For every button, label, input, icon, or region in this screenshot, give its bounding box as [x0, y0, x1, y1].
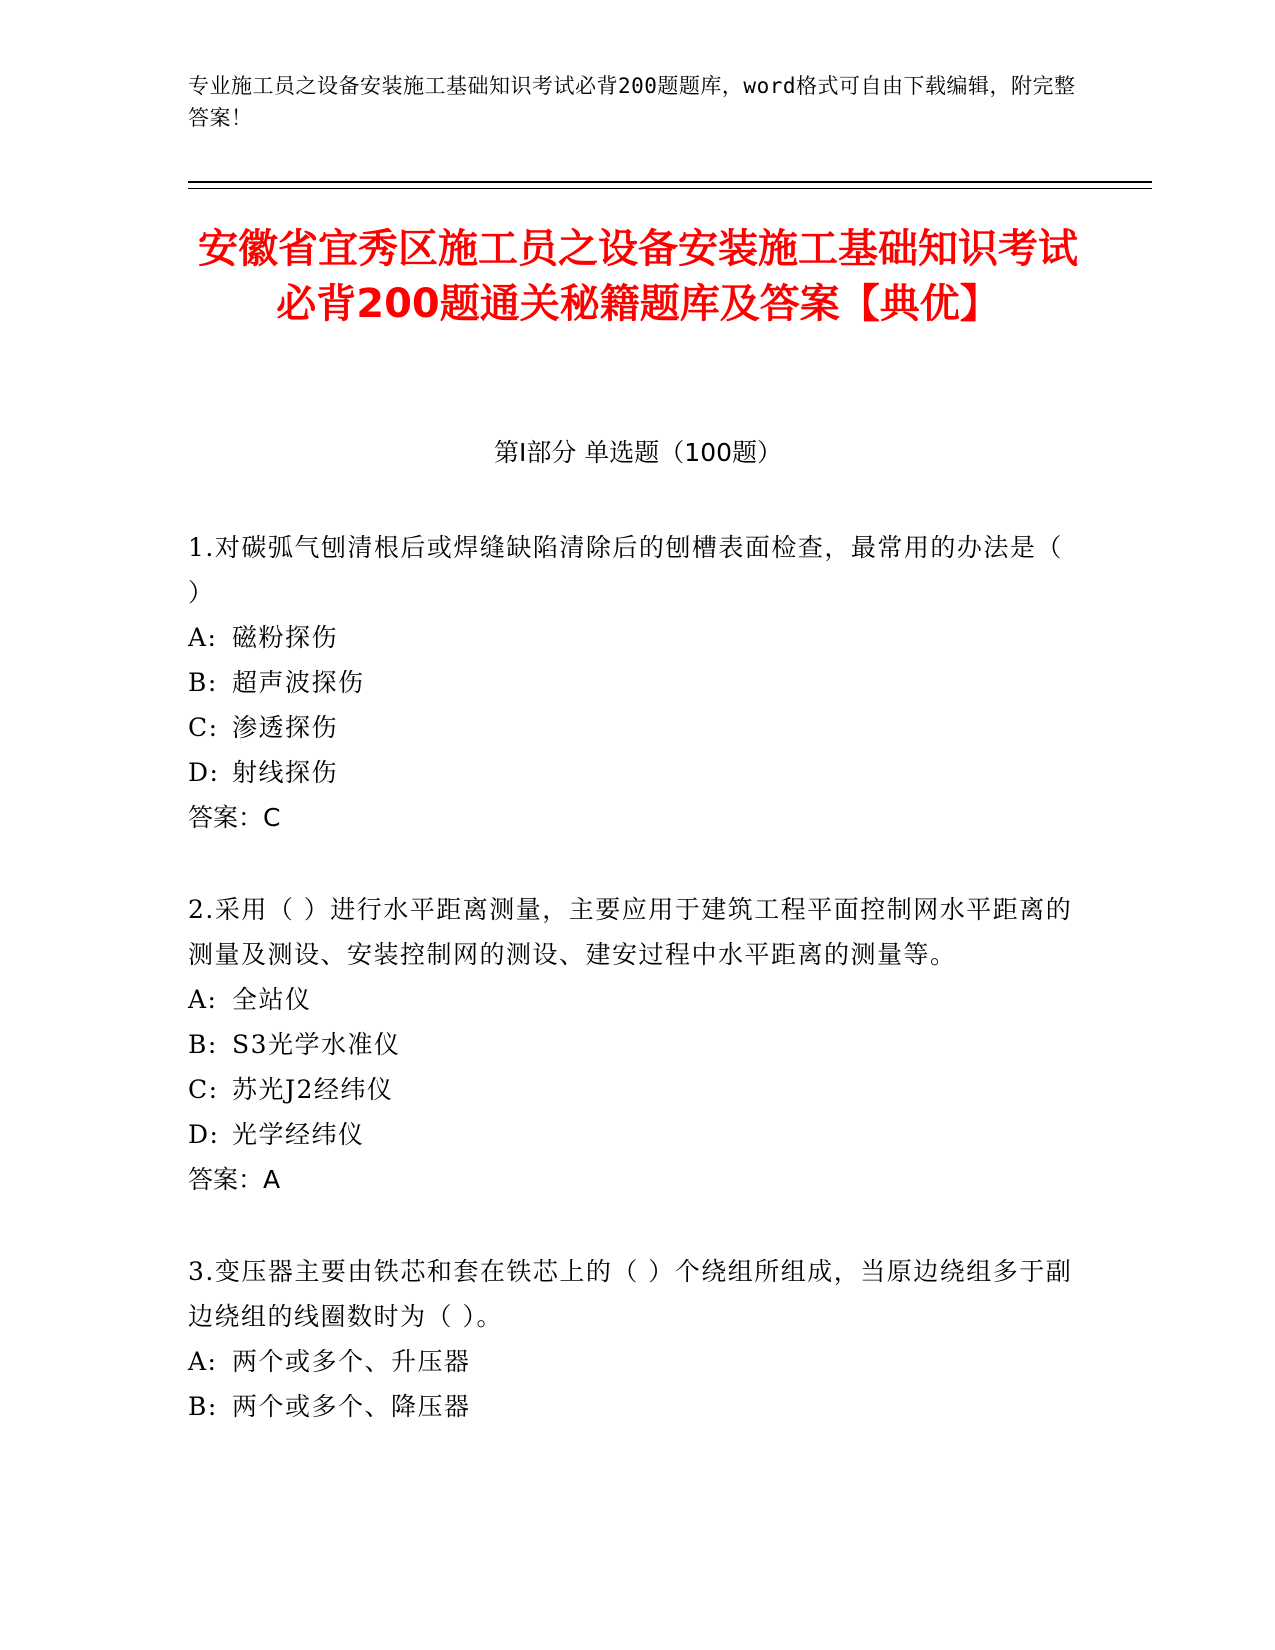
question-stem: 1.对碳弧气刨清根后或焊缝缺陷清除后的刨槽表面检查，最常用的办法是（ ） — [188, 533, 1063, 607]
header-rule-thin — [188, 188, 1152, 189]
option-text: S3光学水准仪 — [232, 1030, 401, 1059]
question-stem: 3.变压器主要由铁芯和套在铁芯上的（ ）个绕组所组成，当原边绕组多于副边绕组的线圈数时为（ ）。 — [188, 1257, 1073, 1331]
option-text: 两个或多个、升压器 — [232, 1347, 471, 1376]
question-stem: 2.采用（ ）进行水平距离测量，主要应用于建筑工程平面控制网水平距离的测量及测设、安装控制网的测设、建安过程中水平距离的测量等。 — [188, 895, 1073, 969]
option-text: 渗透探伤 — [232, 713, 339, 742]
question-2 — [188, 887, 1078, 1202]
option-c — [188, 1067, 1078, 1112]
option-a — [188, 977, 1078, 1022]
option-text: 射线探伤 — [232, 758, 339, 787]
option-a — [188, 1339, 1078, 1384]
header-rule-thick — [188, 181, 1152, 183]
option-key: B: — [188, 1392, 218, 1421]
option-d — [188, 750, 1078, 795]
option-key: A: — [188, 1347, 218, 1376]
option-key: A: — [188, 623, 218, 652]
question-list — [188, 525, 1078, 1476]
option-text: 两个或多个、降压器 — [232, 1392, 471, 1421]
option-b — [188, 660, 1078, 705]
document-title: 安徽省宜秀区施工员之设备安装施工基础知识考试必背200题通关秘籍题库及答案【典优】 — [198, 226, 1078, 327]
option-b — [188, 1384, 1078, 1429]
option-key: B: — [188, 1030, 218, 1059]
answer-line: 答案：C — [188, 803, 281, 832]
header-note: 专业施工员之设备安装施工基础知识考试必背200题题库，word格式可自由下载编辑，附完整答案！ — [188, 74, 1076, 130]
option-key: C: — [188, 1075, 219, 1104]
option-c — [188, 705, 1078, 750]
question-1 — [188, 525, 1078, 840]
option-text: 光学经纬仪 — [232, 1120, 365, 1149]
answer-line: 答案：A — [188, 1165, 281, 1194]
option-text: 全站仪 — [232, 985, 312, 1014]
option-text: 超声波探伤 — [232, 668, 365, 697]
question-3 — [188, 1249, 1078, 1429]
option-key: A: — [188, 985, 218, 1014]
option-key: D: — [188, 758, 220, 787]
section-title: 第Ⅰ部分 单选题（100题） — [493, 438, 783, 467]
option-text: 苏光J2经纬仪 — [232, 1075, 394, 1104]
option-a — [188, 615, 1078, 660]
option-b — [188, 1022, 1078, 1067]
option-key: D: — [188, 1120, 220, 1149]
option-key: B: — [188, 668, 218, 697]
option-key: C: — [188, 713, 219, 742]
option-text: 磁粉探伤 — [232, 623, 339, 652]
option-d — [188, 1112, 1078, 1157]
